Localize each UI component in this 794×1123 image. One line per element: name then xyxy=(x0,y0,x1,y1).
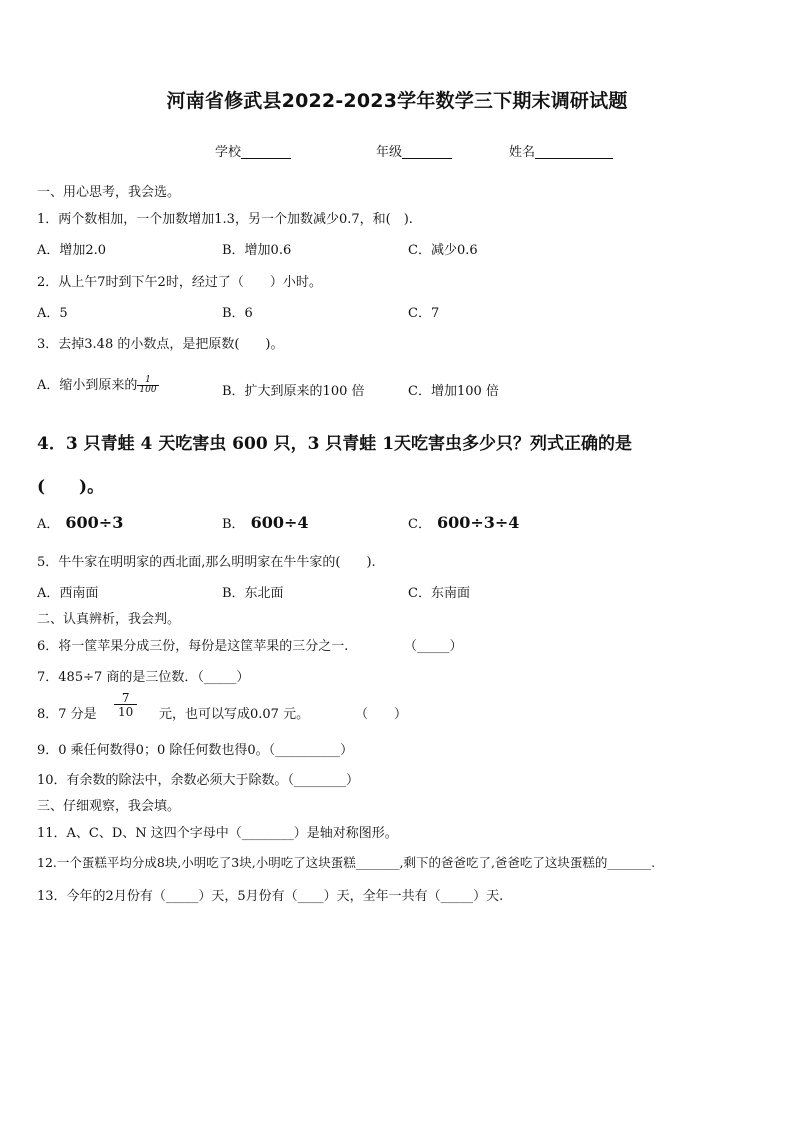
q4-option-c-label: C． xyxy=(408,517,431,532)
question-10: 10．有余数的除法中，余数必须大于除数。（________） xyxy=(37,773,360,788)
q1-option-a: A．增加2.0 xyxy=(37,243,107,258)
q4-option-a-expr: 600÷3 xyxy=(65,513,124,532)
question-5: 5．牛牛家在明明家的西北面,那么明明家在牛牛家的( ). xyxy=(37,555,376,570)
q3-option-a-text: A．缩小到原来的 xyxy=(37,378,138,393)
q2-option-a: A．5 xyxy=(37,306,68,321)
grade-label: 年级 xyxy=(376,145,403,160)
question-3: 3．去掉3.48 的小数点，是把原数( )。 xyxy=(37,337,284,352)
question-11: 11．A、C、D、N 这四个字母中（________）是轴对称图形。 xyxy=(37,826,398,841)
q6-answer-paren: （_____） xyxy=(404,639,463,654)
section-3-heading: 三、仔细观察，我会填。 xyxy=(37,799,181,814)
name-label: 姓名 xyxy=(509,145,536,160)
q4-option-b-expr: 600÷4 xyxy=(250,513,309,532)
q4-option-c-expr: 600÷3÷4 xyxy=(436,513,520,532)
school-label: 学校 xyxy=(215,145,242,160)
question-6: 6．将一筐苹果分成三份，每份是这筐苹果的三分之一. xyxy=(37,639,349,654)
q5-option-b: B．东北面 xyxy=(222,586,284,601)
school-field xyxy=(215,141,291,160)
q5-option-c: C．东南面 xyxy=(408,586,470,601)
grade-blank xyxy=(402,144,452,159)
name-field xyxy=(509,141,613,160)
q5-option-a: A．西南面 xyxy=(37,586,99,601)
q4-option-c xyxy=(408,513,519,532)
name-blank xyxy=(535,144,613,159)
q3-option-c: C．增加100 倍 xyxy=(408,384,499,399)
q2-option-c: C．7 xyxy=(408,306,440,321)
q8-suffix: 元，也可以写成0.07 元。 xyxy=(159,707,310,722)
question-9: 9．0 乘任何数得0；0 除任何数也得0。（__________） xyxy=(37,743,354,758)
question-13: 13．今年的2月份有（_____）天，5月份有（____）天，全年一共有（_____）天. xyxy=(37,889,504,904)
page-title: 河南省修武县2022-2023学年数学三下期末调研试题 xyxy=(166,90,628,112)
question-4: 4．3 只青蛙 4 天吃害虫 600 只，3 只青蛙 1天吃害虫多少只？列式正确的是 xyxy=(37,434,633,454)
q3-option-b: B．扩大到原来的100 倍 xyxy=(222,384,365,399)
q3-option-a xyxy=(37,374,159,395)
question-1: 1．两个数相加，一个加数增加1.3，另一个加数减少0.7，和( ). xyxy=(37,212,413,227)
q4-option-a xyxy=(37,513,123,532)
q1-option-b: B．增加0.6 xyxy=(222,243,292,258)
question-12: 12.一个蛋糕平均分成8块,小明吃了3块,小明吃了这块蛋糕_______,剩下的爸爸吃了,爸爸吃了这块蛋糕的_______. xyxy=(37,855,656,870)
question-7: 7．485÷7 商的是三位数．（_____） xyxy=(37,670,250,685)
question-8 xyxy=(37,703,97,722)
q3-fraction-denominator: 100 xyxy=(139,385,157,395)
question-4-paren: ( )。 xyxy=(37,477,105,497)
q4-option-b-label: B． xyxy=(222,517,245,532)
q3-fraction-numerator: 1 xyxy=(145,375,151,385)
q2-option-b: B．6 xyxy=(222,306,253,321)
q4-option-b xyxy=(222,513,309,532)
question-2: 2．从上午7时到下午2时，经过了（ ）小时。 xyxy=(37,275,322,290)
school-blank xyxy=(241,144,291,159)
q8-fraction-box xyxy=(114,692,137,718)
q1-option-c: C．减少0.6 xyxy=(408,243,478,258)
q8-prefix: 8．7 分是 xyxy=(37,707,97,722)
q8-fraction-denominator: 10 xyxy=(114,704,137,718)
q4-option-a-label: A． xyxy=(37,517,60,532)
q8-answer-paren: （ ） xyxy=(355,707,408,722)
grade-field xyxy=(376,141,452,160)
section-2-heading: 二、认真辨析，我会判。 xyxy=(37,612,181,627)
q3-fraction xyxy=(137,376,158,395)
q8-fraction-numerator: 7 xyxy=(121,691,130,705)
q8-fraction xyxy=(114,692,137,718)
section-1-heading: 一、用心思考，我会选。 xyxy=(37,185,181,200)
